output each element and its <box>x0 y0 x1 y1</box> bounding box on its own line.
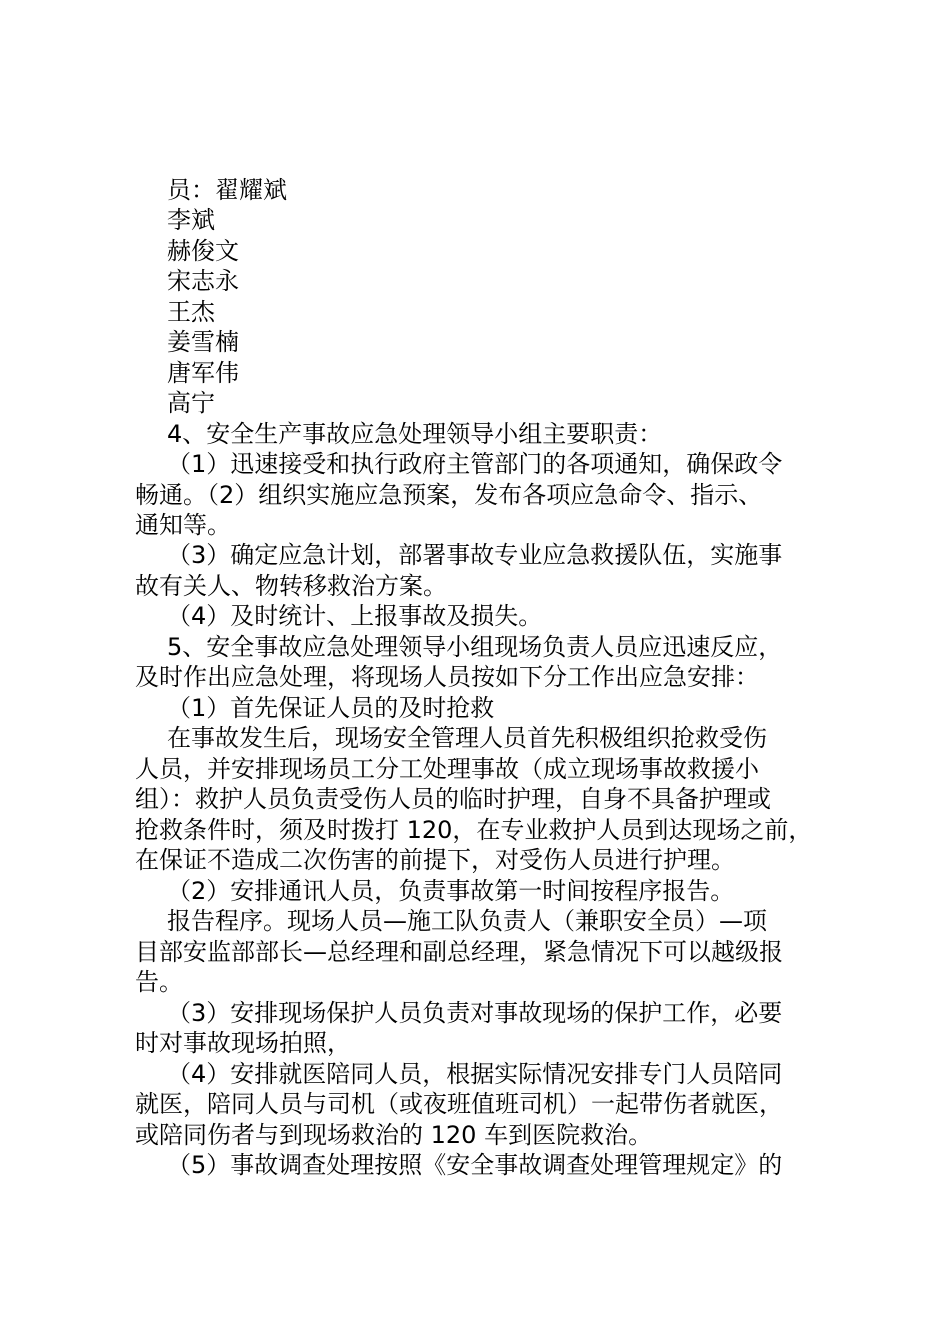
member-line: 唐军伟 <box>167 359 239 387</box>
member-line: 李斌 <box>167 206 215 234</box>
body-line: （3）确定应急计划，部署事故专业应急救援队伍，实施事 <box>167 541 783 569</box>
body-line: 时对事故现场拍照， <box>135 1029 351 1057</box>
member-line: 高宁 <box>167 389 215 417</box>
body-line: （4）安排就医陪同人员，根据实际情况安排专门人员陪同 <box>167 1060 783 1088</box>
member-line: 宋志永 <box>167 267 239 295</box>
body-line: 人员，并安排现场员工分工处理事故（成立现场事故救援小 <box>135 755 759 783</box>
body-line: （4）及时统计、上报事故及损失。 <box>167 602 543 630</box>
body-line: 就医，陪同人员与司机（或夜班值班司机）一起带伤者就医， <box>135 1090 783 1118</box>
body-line: 及时作出应急处理，将现场人员按如下分工作出应急安排： <box>135 663 759 691</box>
body-line: 目部安监部部长—总经理和副总经理，紧急情况下可以越级报 <box>135 938 783 966</box>
body-line: 或陪同伤者与到现场救治的 120 车到医院救治。 <box>135 1121 653 1149</box>
body-line: 在保证不造成二次伤害的前提下，对受伤人员进行护理。 <box>135 846 735 874</box>
section-heading: 5、安全事故应急处理领导小组现场负责人员应迅速反应， <box>167 633 783 661</box>
member-line: 王杰 <box>167 298 215 326</box>
body-line: （1）首先保证人员的及时抢救 <box>167 694 495 722</box>
body-line: 故有关人、物转移救治方案。 <box>135 572 447 600</box>
body-line: （3）安排现场保护人员负责对事故现场的保护工作，必要 <box>167 999 783 1027</box>
body-line: （5）事故调查处理按照《安全事故调查处理管理规定》的 <box>167 1151 783 1179</box>
member-line: 姜雪楠 <box>167 328 239 356</box>
body-line: 抢救条件时，须及时拨打 120，在专业救护人员到达现场之前， <box>135 816 813 844</box>
section-heading: 4、安全生产事故应急处理领导小组主要职责： <box>167 420 663 448</box>
body-line: 告。 <box>135 968 183 996</box>
body-line: （1）迅速接受和执行政府主管部门的各项通知，确保政令 <box>167 450 783 478</box>
body-line: （2）安排通讯人员，负责事故第一时间按程序报告。 <box>167 877 735 905</box>
body-line: 通知等。 <box>135 511 231 539</box>
body-line: 在事故发生后，现场安全管理人员首先积极组织抢救受伤 <box>167 724 767 752</box>
body-line: 组）：救护人员负责受伤人员的临时护理，自身不具备护理或 <box>135 785 771 813</box>
body-line: 畅通。（2）组织实施应急预案，发布各项应急命令、指示、 <box>135 481 763 509</box>
member-line: 赫俊文 <box>167 237 239 265</box>
body-line: 报告程序。现场人员—施工队负责人（兼职安全员）—项 <box>167 907 767 935</box>
member-line: 员：翟耀斌 <box>167 176 287 204</box>
